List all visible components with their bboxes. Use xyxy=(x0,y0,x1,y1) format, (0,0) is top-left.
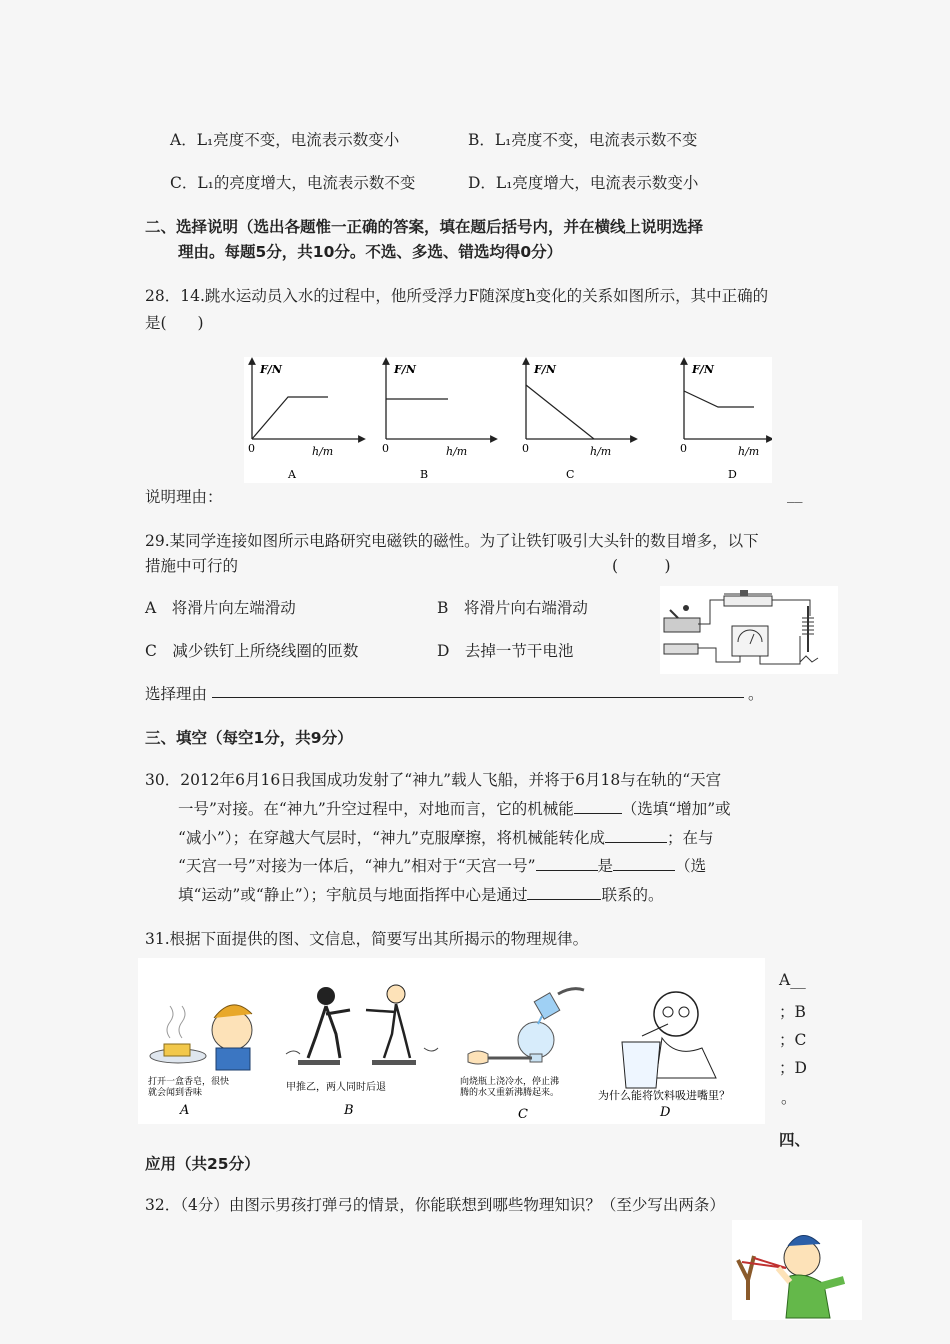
q31-answer-d[interactable]: ；D xyxy=(779,1059,807,1077)
q30-line2-hint: （选填“增加”或 xyxy=(621,800,731,818)
q31-answer-c[interactable]: ；C xyxy=(779,1031,807,1049)
q30-line5-text: 填“运动”或“静止”）；宇航员与地面指挥中心是通过 xyxy=(178,886,528,904)
q28-graph-b-xlabel: h/m xyxy=(446,445,468,458)
q31-caption-d: 为什么能将饮料吸进嘴里？ xyxy=(598,1089,730,1102)
q31-caption-c-line1: 向烧瓶上浇冷水，停止沸 xyxy=(460,1077,560,1087)
q28-graph-c-origin: 0 xyxy=(522,442,529,455)
q29-circuit-figure xyxy=(660,586,838,674)
q30-line3 xyxy=(178,826,713,848)
q29-question-line1: 29.某同学连接如图所示电路研究电磁铁的磁性。为了让铁钉吸引大头针的数目增多，以下 xyxy=(145,532,759,550)
q28-graph-d-ylabel: F/N xyxy=(692,363,714,376)
q31-panel-d xyxy=(598,992,730,1120)
q28-question-line1: 28．14.跳水运动员入水的过程中，他所受浮力F随深度h变化的关系如图所示，其中正确的 xyxy=(145,287,769,305)
q28-graph-a xyxy=(248,361,362,481)
q28-graph-d-origin: 0 xyxy=(680,442,687,455)
q29-option-a: A 将滑片向左端滑动 xyxy=(145,599,296,617)
q31-answer-b[interactable]: ；B xyxy=(779,1003,806,1021)
section2-heading-line1: 二、选择说明（选出各题惟一正确的答案，填在题后括号内，并在横线上说明选择 xyxy=(145,218,704,236)
q30-line4-text: “天宫一号”对接为一体后，“神九”相对于“天宫一号” xyxy=(178,857,536,875)
q32-question: 32．（4分）由图示男孩打弹弓的情景，你能联想到哪些物理知识？（至少写出两条） xyxy=(145,1196,725,1214)
section3-heading: 三、填空（每空1分，共9分） xyxy=(145,729,353,747)
q31-caption-b: 甲推乙，两人同时后退 xyxy=(286,1082,386,1093)
q30-line4 xyxy=(178,854,706,876)
section2-heading-line2: 理由。每题5分，共10分。不选、多选、错选均得0分） xyxy=(178,243,563,261)
q29-reason-blank[interactable] xyxy=(212,686,744,698)
q30-line4-mid: 是 xyxy=(597,857,614,875)
q28-graph-c-ylabel: F/N xyxy=(534,363,556,376)
q28-graph-c xyxy=(522,361,634,481)
q30-line3-tail: ；在与 xyxy=(666,829,714,847)
q31-answer-a[interactable]: A__ xyxy=(779,971,806,989)
q29-option-b: B 将滑片向右端滑动 xyxy=(437,599,588,617)
q31-caption-c-line2: 腾的水又重新沸腾起来。 xyxy=(460,1088,560,1098)
q31-panel-c-label: C xyxy=(518,1107,528,1122)
q31-question: 31.根据下面提供的图、文信息，简要写出其所揭示的物理规律。 xyxy=(145,930,589,948)
q31-panel-a xyxy=(148,1005,252,1118)
q30-line5 xyxy=(178,883,663,905)
q29-answer-paren[interactable]: ( ) xyxy=(612,557,671,575)
q27-option-a: A．L₁亮度不变，电流表示数变小 xyxy=(170,131,400,149)
q30-line4-tail: （选 xyxy=(675,857,707,875)
q30-line2 xyxy=(178,797,731,819)
q28-graph-c-xlabel: h/m xyxy=(590,445,612,458)
q30-blank-1[interactable] xyxy=(574,799,622,814)
q30-blank-4[interactable] xyxy=(613,856,675,871)
q31-answer-end: 。 xyxy=(781,1089,797,1107)
q31-caption-a-line1: 打开一盒香皂，很快 xyxy=(148,1077,230,1087)
q30-line1: 30．2012年6月16日我国成功发射了“神九”载人飞船，并将于6月18与在轨的“天宫 xyxy=(145,771,722,789)
q31-panel-a-label: A xyxy=(180,1103,190,1118)
q28-graph-a-xlabel: h/m xyxy=(312,445,334,458)
q29-option-c: C 减少铁钉上所绕线圈的匝数 xyxy=(145,642,359,660)
q29-reason-end: 。 xyxy=(748,685,764,703)
q28-reason-label: 说明理由： xyxy=(145,488,223,506)
q28-graph-b-label: B xyxy=(420,468,429,481)
q30-line3-text: “减小”）；在穿越大气层时，“神九”克服摩擦，将机械能转化成 xyxy=(178,829,605,847)
q27-option-c: C．L₁的亮度增大，电流表示数不变 xyxy=(170,174,416,192)
q30-line5-tail: 联系的。 xyxy=(601,886,664,904)
section4-heading: 应用（共25分） xyxy=(145,1155,260,1173)
q28-graph-d xyxy=(680,361,770,481)
q29-question-line2: 措施中可行的 xyxy=(145,557,239,575)
q28-question-line2: 是( ) xyxy=(145,314,204,332)
q27-option-d: D．L₁亮度增大，电流表示数变小 xyxy=(468,174,699,192)
q28-graph-b-ylabel: F/N xyxy=(394,363,416,376)
q28-graph-c-label: C xyxy=(566,468,575,481)
q28-reason-blank-end[interactable]: __ xyxy=(787,485,803,503)
q31-pictures-figure xyxy=(138,958,765,1124)
q29-option-d: D 去掉一节干电池 xyxy=(437,642,574,660)
q31-panel-b-label: B xyxy=(344,1103,354,1118)
q30-blank-5[interactable] xyxy=(527,885,601,900)
q28-graph-b xyxy=(382,361,494,481)
q30-blank-3[interactable] xyxy=(536,856,598,871)
q28-graph-a-origin: 0 xyxy=(248,442,255,455)
q31-panel-c xyxy=(460,989,584,1122)
q27-option-b: B．L₁亮度不变，电流表示数不变 xyxy=(468,131,698,149)
q28-graph-a-label: A xyxy=(288,468,296,481)
q31-caption-a-line2: 就会闻到香味 xyxy=(148,1088,203,1098)
q28-graph-d-xlabel: h/m xyxy=(738,445,760,458)
q31-panel-d-label: D xyxy=(660,1105,671,1120)
q28-graph-b-origin: 0 xyxy=(382,442,389,455)
q28-graph-a-ylabel: F/N xyxy=(260,363,282,376)
q30-line2-text: 一号”对接。在“神九”升空过程中，对地而言，它的机械能 xyxy=(178,800,574,818)
q29-reason-label: 选择理由 xyxy=(145,685,208,703)
section4-number: 四、 xyxy=(779,1131,811,1149)
q32-slingshot-figure xyxy=(732,1220,862,1320)
q28-graphs-figure xyxy=(244,357,772,483)
q31-panel-b xyxy=(286,985,438,1118)
q28-graph-d-label: D xyxy=(728,468,737,481)
q30-blank-2[interactable] xyxy=(605,828,667,843)
